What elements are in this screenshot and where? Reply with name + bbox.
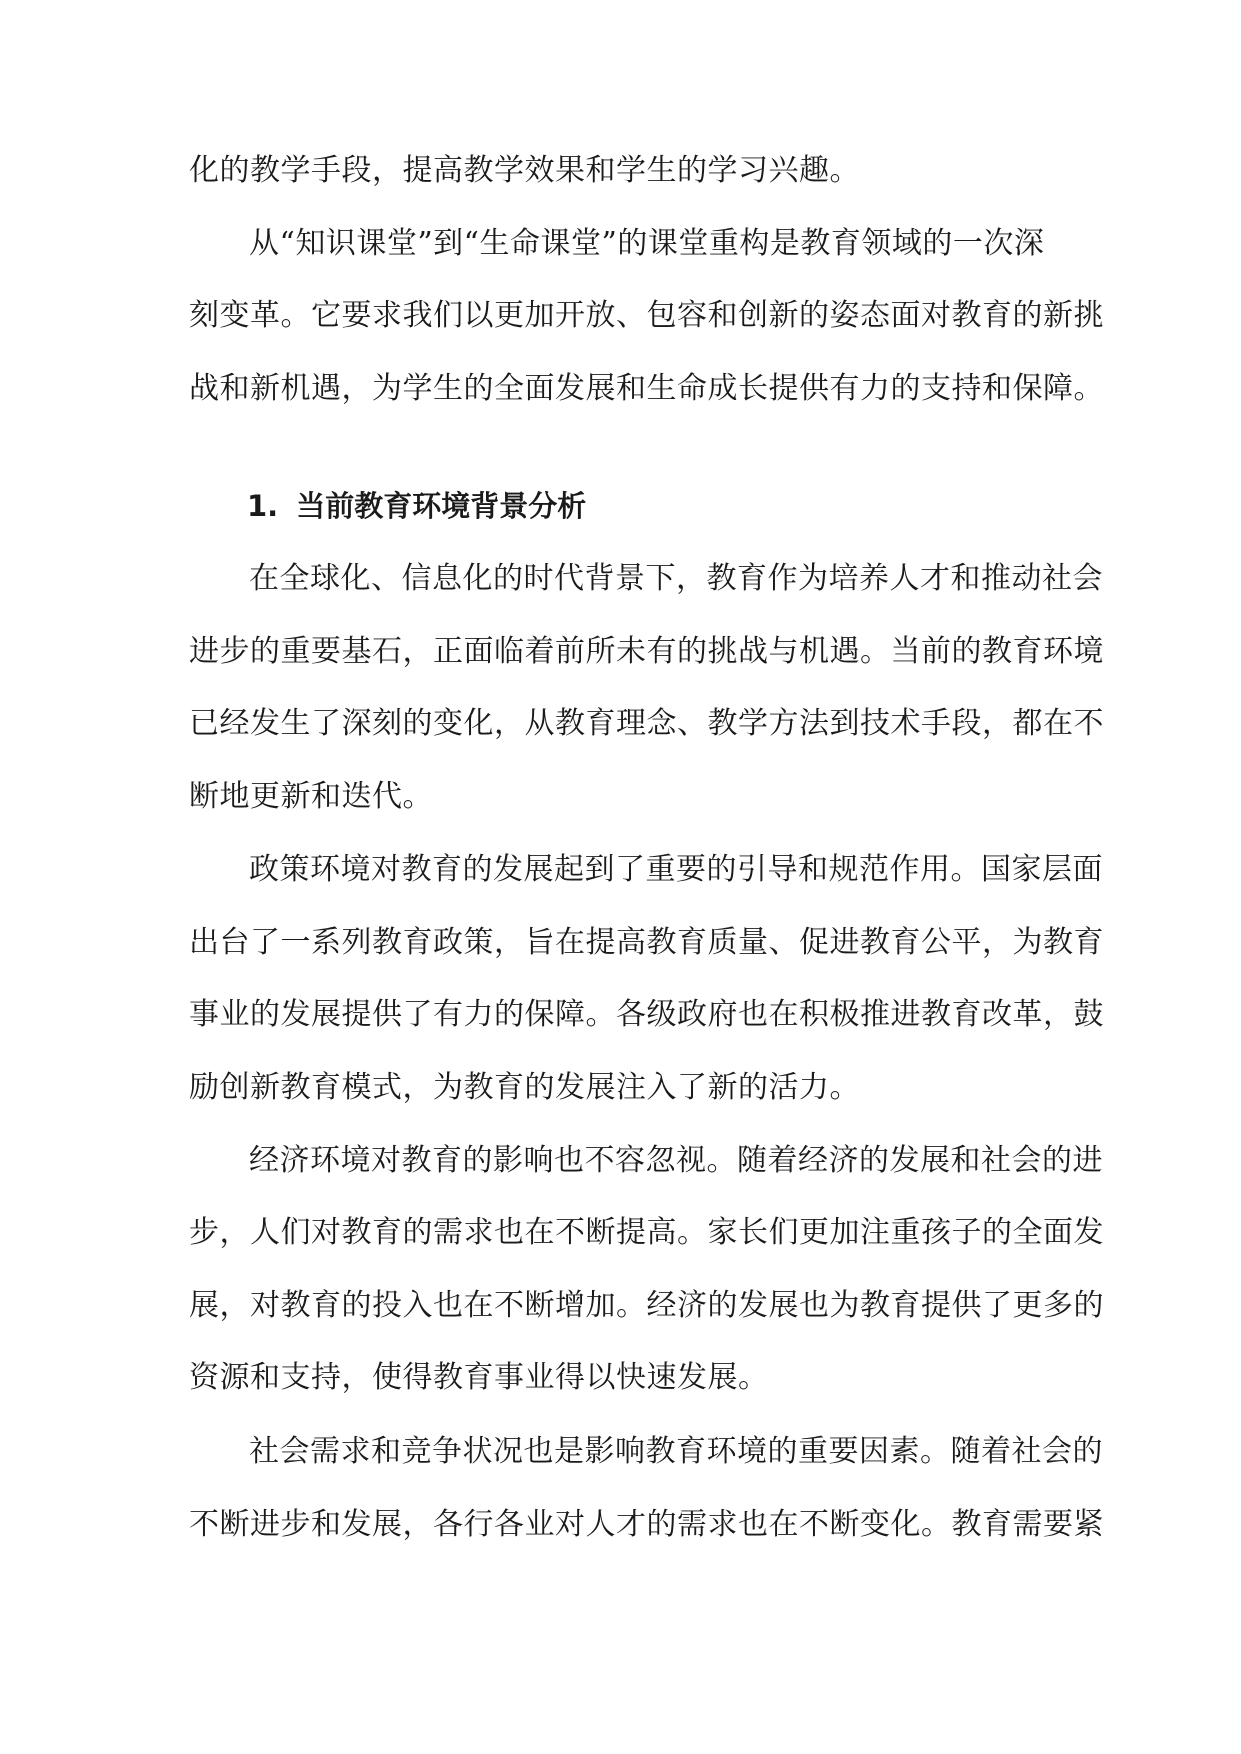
section-title: 当前教育环境背景分析 <box>296 489 587 523</box>
paragraph-1-line-1: 在全球化、信息化的时代背景下，教育作为培养人才和推动社会 <box>249 561 1103 596</box>
intro-line-1: 从“知识课堂”到“生命课堂”的课堂重构是教育领域的一次深 <box>249 226 1045 261</box>
paragraph-2-line-1: 政策环境对教育的发展起到了重要的引导和规范作用。国家层面 <box>249 852 1103 887</box>
paragraph-3-line-1: 经济环境对教育的影响也不容忽视。随着经济的发展和社会的进 <box>249 1143 1103 1178</box>
intro-line-2: 刻变革。它要求我们以更加开放、包容和创新的姿态面对教育的新挑 <box>189 298 1104 333</box>
paragraph-1-line-3: 已经发生了深刻的变化，从教育理念、教学方法到技术手段，都在不 <box>189 706 1104 741</box>
paragraph-3-line-4: 资源和支持，使得教育事业得以快速发展。 <box>189 1360 769 1395</box>
paragraph-2-line-2: 出台了一系列教育政策，旨在提高教育质量、促进教育公平，为教育 <box>189 925 1104 960</box>
intro-line-3: 战和新机遇，为学生的全面发展和生命成长提供有力的支持和保障。 <box>189 371 1104 406</box>
paragraph-4-line-1: 社会需求和竞争状况也是影响教育环境的重要因素。随着社会的 <box>249 1434 1103 1469</box>
paragraph-4-line-2: 不断进步和发展，各行各业对人才的需求也在不断变化。教育需要紧 <box>189 1507 1104 1542</box>
paragraph-3-line-2: 步，人们对教育的需求也在不断提高。家长们更加注重孩子的全面发 <box>189 1215 1104 1250</box>
continuation-line-1: 化的教学手段，提高教学效果和学生的学习兴趣。 <box>189 153 860 188</box>
paragraph-2-line-3: 事业的发展提供了有力的保障。各级政府也在积极推进教育改革，鼓 <box>189 997 1104 1032</box>
section-number: 1. <box>247 489 279 523</box>
paragraph-1-line-4: 断地更新和迭代。 <box>189 779 433 814</box>
section-heading <box>247 486 586 526</box>
paragraph-3-line-3: 展，对教育的投入也在不断增加。经济的发展也为教育提供了更多的 <box>189 1288 1104 1323</box>
paragraph-1-line-2: 进步的重要基石，正面临着前所未有的挑战与机遇。当前的教育环境 <box>189 634 1104 669</box>
paragraph-2-line-4: 励创新教育模式，为教育的发展注入了新的活力。 <box>189 1070 860 1105</box>
